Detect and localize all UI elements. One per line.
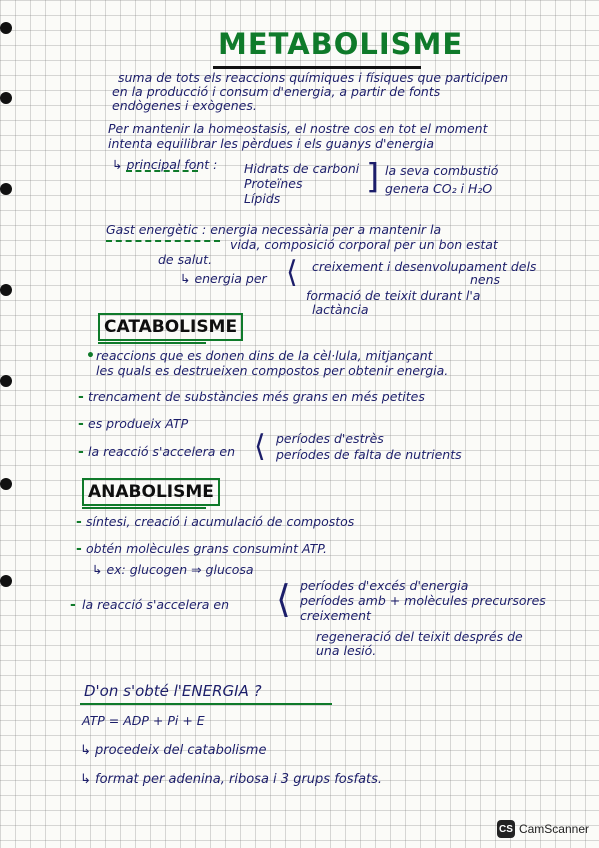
bullet-icon: -: [76, 514, 82, 530]
font-result: genera CO₂ i H₂O: [385, 181, 493, 196]
catabolisme-bullet: trencament de substàncies més grans en més petites: [88, 389, 425, 404]
catabolisme-bullet: les quals es destrueixen compostos per obtenir energia.: [96, 363, 449, 378]
brace-icon: ⟨: [286, 255, 298, 290]
energia-heading: D'on s'obté l'ENERGIA ?: [84, 682, 262, 700]
section-heading-catabolisme: CATABOLISME: [98, 313, 243, 341]
heading-underline: [98, 342, 206, 344]
gast-branch: creixement i desenvolupament dels: [312, 259, 537, 274]
punch-hole: [0, 478, 12, 490]
title-underline: [213, 66, 421, 69]
gast-line: Gast energètic : energia necessària per a mantenir la: [106, 222, 442, 237]
homeostasis-line: intenta equilibrar les pèrdues i els guanys d'energia: [108, 136, 435, 151]
bracket-icon: ]: [366, 157, 380, 197]
energia-line: ATP = ADP + Pi + E: [82, 713, 205, 728]
camscanner-logo: [497, 820, 589, 838]
font-item: Proteïnes: [244, 176, 303, 191]
anabolisme-bullet: síntesi, creació i acumulació de compostos: [86, 514, 355, 529]
anabolisme-accel: períodes amb + molècules precursores: [300, 593, 546, 608]
catabolisme-bullet: reaccions que es donen dins de la cèl·lula, mitjançant: [96, 348, 433, 363]
gast-line: vida, composició corporal per un bon estat: [230, 237, 498, 252]
bullet-icon: -: [78, 444, 84, 460]
font-result: la seva combustió: [385, 163, 499, 178]
bullet-icon: -: [70, 597, 76, 613]
catabolisme-bullet: es produeix ATP: [88, 416, 189, 431]
page-title: METABOLISME: [218, 27, 464, 61]
punch-hole: [0, 284, 12, 296]
intro-line: endògenes i exògenes.: [112, 98, 257, 113]
anabolisme-bullet: ↳ ex: glucogen ⇒ glucosa: [92, 562, 254, 577]
brace-icon: ⟨: [276, 577, 291, 621]
anabolisme-accel: creixement: [300, 608, 371, 623]
punch-hole: [0, 575, 12, 587]
font-item: Hidrats de carboni: [244, 161, 360, 176]
brace-icon: ⟨: [254, 429, 266, 464]
energia-per-label: ↳ energia per: [180, 271, 267, 286]
bullet-icon: -: [78, 416, 84, 432]
intro-line: en la producció i consum d'energia, a partir de fonts: [112, 84, 441, 99]
gast-line: de salut.: [158, 252, 213, 267]
punch-hole: [0, 375, 12, 387]
gast-branch: formació de teixit durant l'a: [306, 288, 481, 303]
heading-underline: [82, 507, 206, 509]
punch-hole: [0, 22, 12, 34]
energia-line: ↳ procedeix del catabolisme: [80, 743, 267, 758]
anabolisme-bullet: obtén molècules grans consumint ATP.: [86, 541, 328, 556]
gast-branch: nens: [470, 272, 501, 287]
catabolisme-accel: períodes de falta de nutrients: [276, 447, 462, 462]
app-name: CamScanner: [518, 822, 589, 836]
catabolisme-accel: períodes d'estrès: [276, 431, 384, 446]
gast-highlight: [106, 240, 220, 242]
punch-hole: [0, 92, 12, 104]
anabolisme-accel: regeneració del teixit després de: [316, 629, 523, 644]
anabolisme-accel: períodes d'excés d'energia: [300, 578, 469, 593]
anabolisme-accel: una lesió.: [316, 643, 377, 658]
intro-line: suma de tots els reaccions químiques i físiques que participen: [118, 70, 509, 85]
font-item: Lípids: [244, 191, 281, 206]
homeostasis-line: Per mantenir la homeostasis, el nostre cos en tot el moment: [108, 121, 488, 136]
heading-underline: [80, 703, 332, 705]
punch-hole: [0, 183, 12, 195]
bullet-icon: •: [86, 348, 95, 364]
cs-logo-icon: CS: [497, 820, 515, 838]
principal-font-label: ↳ principal font :: [112, 157, 218, 172]
catabolisme-bullet: la reacció s'accelera en: [88, 444, 236, 459]
energia-line: ↳ format per adenina, ribosa i 3 grups fosfats.: [80, 772, 383, 787]
gast-branch: lactància: [312, 302, 369, 317]
section-heading-anabolisme: ANABOLISME: [82, 478, 220, 506]
bullet-icon: -: [78, 389, 84, 405]
anabolisme-bullet: la reacció s'accelera en: [82, 597, 230, 612]
bullet-icon: -: [76, 541, 82, 557]
principal-font-highlight: [126, 170, 198, 172]
